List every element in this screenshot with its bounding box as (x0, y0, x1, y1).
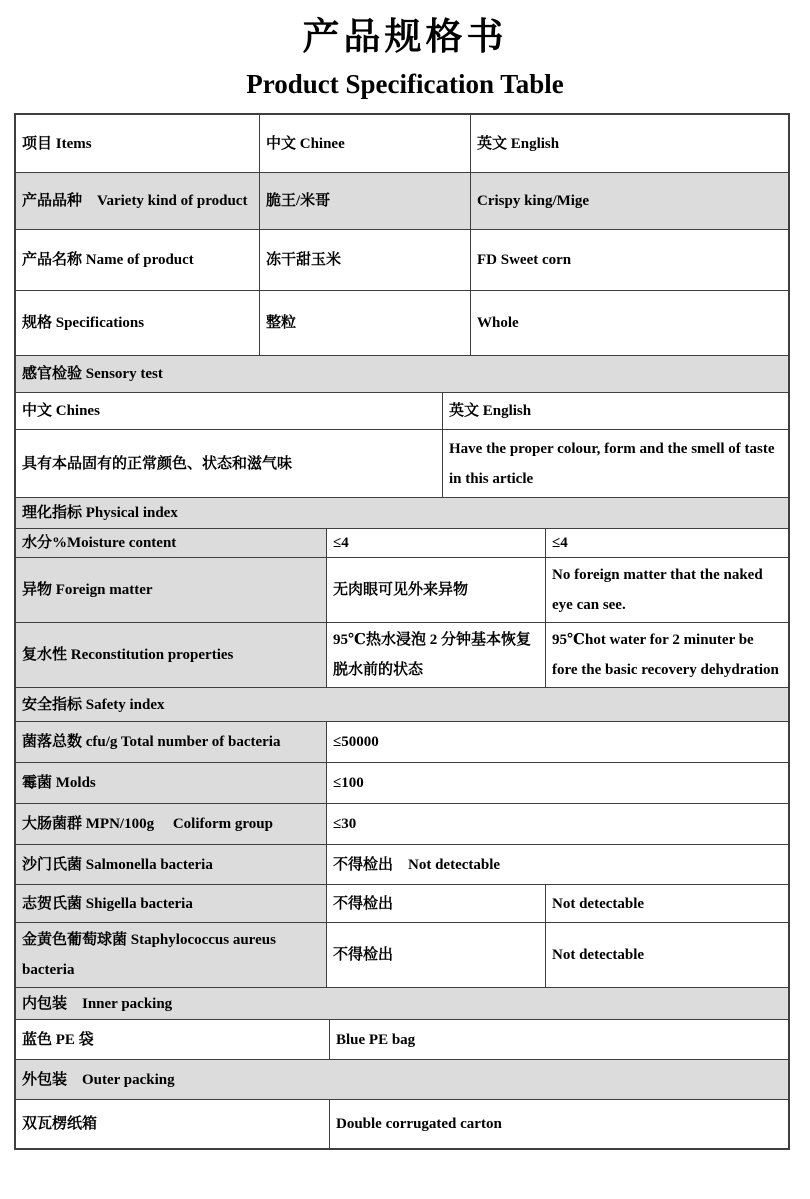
document-title-chinese: 产品规格书 (302, 17, 508, 58)
header-cell-english: 英文 English (470, 115, 788, 172)
sensory-columns-row (16, 392, 788, 429)
total-bacteria-row (16, 721, 788, 762)
inner-packing-english: Blue PE bag (329, 1020, 788, 1059)
foreign-matter-label: 异物 Foreign matter (16, 558, 326, 622)
inner-packing-row (16, 1019, 788, 1059)
variety-chinese: 脆王/米哥 (259, 173, 470, 229)
physical-section-title: 理化指标 Physical index (16, 498, 788, 528)
shigella-row (16, 884, 788, 922)
foreign-matter-value-chinese: 无肉眼可见外来异物 (326, 558, 545, 622)
specifications-chinese: 整粒 (259, 291, 470, 355)
moisture-row (16, 528, 788, 557)
sensory-description-english: Have the proper colour, form and the smell of taste in this article (442, 430, 788, 497)
total-bacteria-label: 菌落总数 cfu/g Total number of bacteria (16, 722, 326, 762)
document-title-english: Product Specification Table (246, 69, 564, 99)
outer-packing-row (16, 1099, 788, 1148)
sensory-col-chinese: 中文 Chines (22, 403, 100, 419)
inner-packing-chinese: 蓝色 PE 袋 (22, 1031, 94, 1048)
molds-value: ≤100 (326, 763, 788, 803)
moisture-value-english: ≤4 (545, 529, 788, 557)
inner-packing-section-row (16, 987, 788, 1019)
specifications-english: Whole (470, 291, 788, 355)
outer-packing-chinese: 双瓦楞纸箱 (22, 1116, 98, 1132)
sensory-section-row (16, 355, 788, 392)
shigella-label: 志贺氏菌 Shigella bacteria (16, 885, 326, 922)
staphylococcus-value-chinese: 不得检出 (326, 923, 545, 987)
sensory-description-chinese: 具有本品固有的正常颜色、状态和滋气味 (22, 455, 293, 472)
moisture-label: 水分%Moisture content (16, 529, 326, 557)
variety-label: 产品品种 Variety kind of product (16, 173, 259, 229)
total-bacteria-value: ≤50000 (326, 722, 788, 762)
sensory-description-row (16, 429, 788, 497)
inner-packing-section-title: 内包装 Inner packing (16, 988, 788, 1019)
product-name-chinese: 冻干甜玉米 (259, 230, 470, 290)
shigella-value-chinese: 不得检出 (326, 885, 545, 922)
outer-packing-english: Double corrugated carton (329, 1100, 788, 1148)
variety-row (16, 172, 788, 229)
sensory-section-title: 感官检验 Sensory test (16, 356, 788, 392)
header-row (16, 115, 788, 172)
reconstitution-row (16, 622, 788, 687)
salmonella-label: 沙门氏菌 Salmonella bacteria (16, 845, 326, 884)
molds-row (16, 762, 788, 803)
specifications-label: 规格 Specifications (22, 315, 145, 331)
reconstitution-value-english: 95℃hot water for 2 minuter be fore the basic recovery dehydration (545, 623, 788, 687)
reconstitution-label: 复水性 Reconstitution properties (16, 623, 326, 687)
reconstitution-value-chinese: 95℃热水浸泡 2 分钟基本恢复脱水前的状态 (326, 623, 545, 687)
outer-packing-section-row (16, 1059, 788, 1099)
coliform-row (16, 803, 788, 844)
staphylococcus-row (16, 922, 788, 987)
variety-english: Crispy king/Mige (470, 173, 788, 229)
coliform-value: ≤30 (326, 804, 788, 844)
safety-section-title: 安全指标 Safety index (16, 688, 788, 721)
specifications-row (16, 290, 788, 355)
specification-table (14, 113, 790, 1150)
outer-packing-section-title: 外包装 Outer packing (16, 1060, 788, 1099)
shigella-value-english: Not detectable (545, 885, 788, 922)
salmonella-value: 不得检出 Not detectable (326, 845, 788, 884)
sensory-col-english: 英文 English (442, 393, 788, 429)
physical-section-row (16, 497, 788, 528)
product-name-english: FD Sweet corn (470, 230, 788, 290)
safety-section-row (16, 687, 788, 721)
header-cell-items: 项目 Items (22, 135, 92, 152)
product-name-row (16, 229, 788, 290)
foreign-matter-row (16, 557, 788, 622)
staphylococcus-value-english: Not detectable (545, 923, 788, 987)
staphylococcus-label: 金黄色葡萄球菌 Staphylococcus aureus bacteria (16, 923, 326, 987)
salmonella-row (16, 844, 788, 884)
moisture-value-chinese: ≤4 (326, 529, 545, 557)
header-cell-chinese: 中文 Chinee (259, 115, 470, 172)
foreign-matter-value-english: No foreign matter that the naked eye can see. (545, 558, 788, 622)
product-name-label: 产品名称 Name of product (22, 252, 194, 268)
molds-label: 霉菌 Molds (16, 763, 326, 803)
coliform-label: 大肠菌群 MPN/100g Coliform group (16, 804, 326, 844)
